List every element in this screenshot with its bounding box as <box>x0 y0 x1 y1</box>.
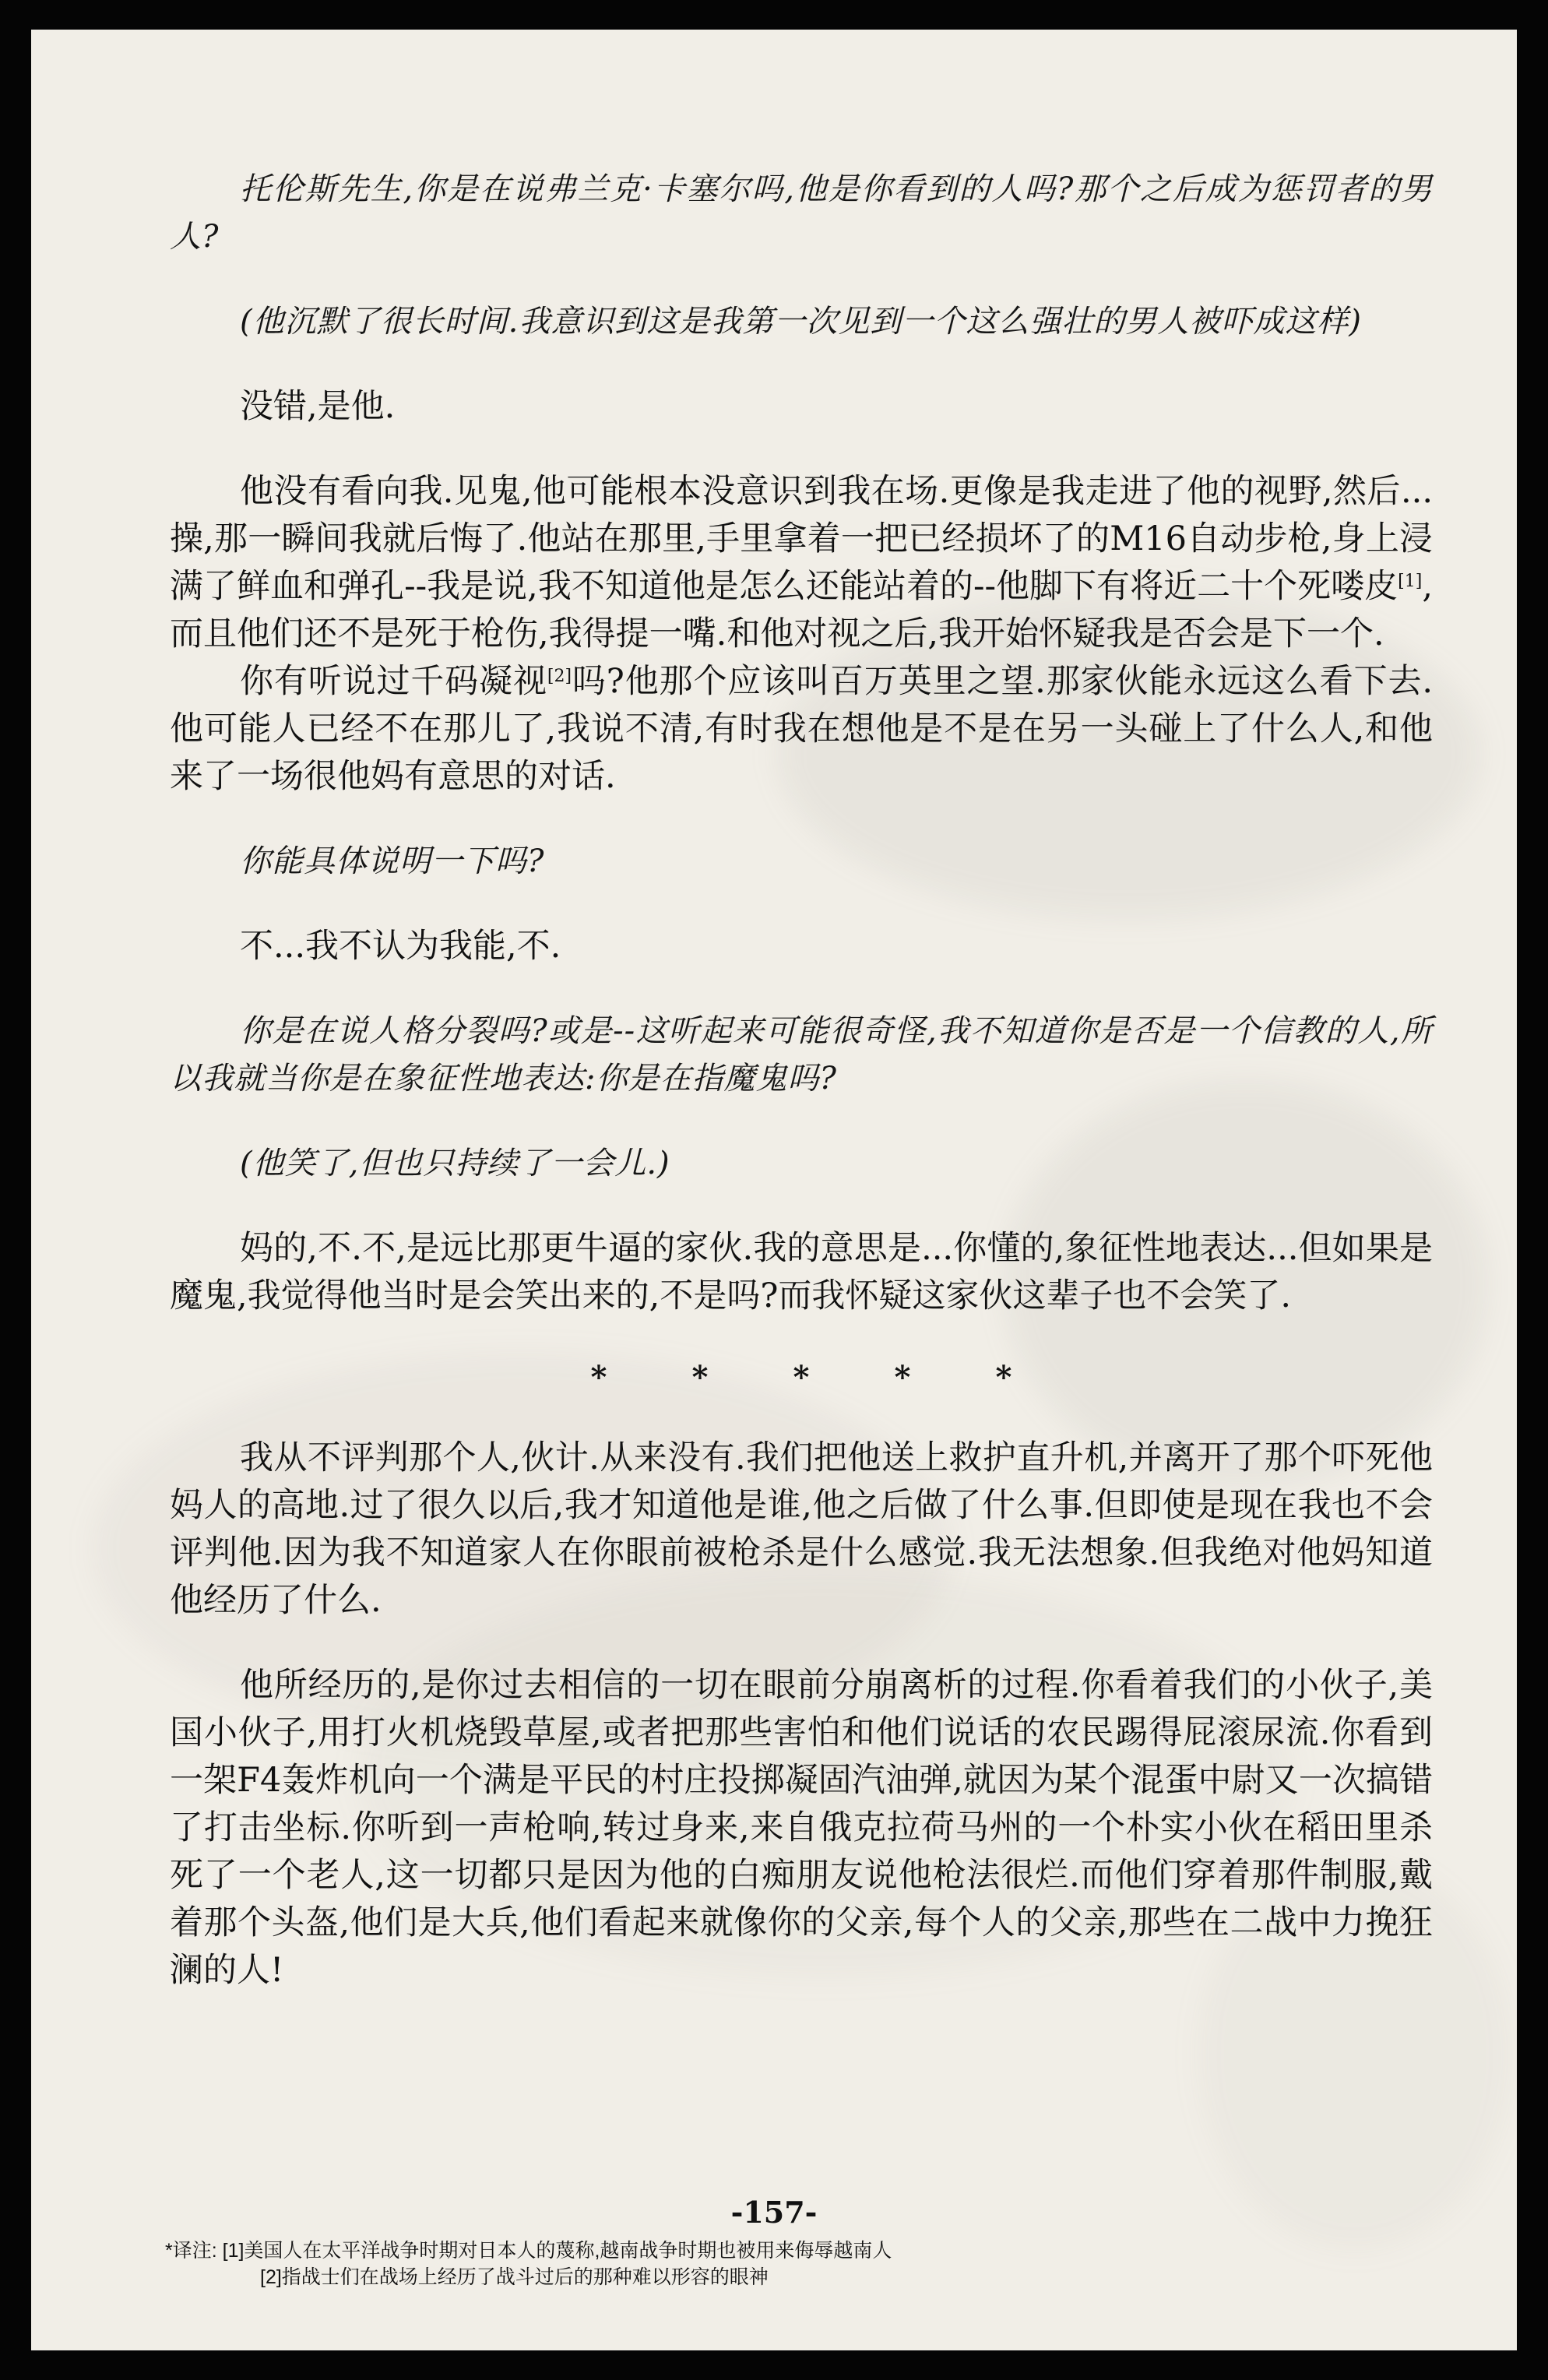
answer-text: 你有听说过千码凝视 <box>240 662 547 701</box>
interview-answer: 没错,是他. <box>240 387 396 426</box>
footnote-ref: [1] <box>1398 572 1423 591</box>
interview-answer <box>170 468 1433 658</box>
interview-answer <box>170 658 1433 801</box>
footnote-1 <box>165 2237 1333 2264</box>
page-number: -157- <box>730 2195 818 2230</box>
interview-question: 你能具体说明一下吗? <box>240 843 545 879</box>
footnote-text: [2]指战士们在战场上经历了战斗过后的那种难以形容的眼神 <box>260 2266 769 2288</box>
separator-star: * <box>894 1359 911 1396</box>
answer-text: 吗?他那个应该叫百万英里之望.那家伙能永远这么看下去.他可能人已经不在那儿了,我说不清,有时我在想他是不是在另一头碰上了什么人,和他来了一场很他妈有意思的对话. <box>170 662 1433 796</box>
book-page <box>31 30 1517 2350</box>
footnote-text: [1]美国人在太平洋战争时期对日本人的蔑称,越南战争时期也被用来侮辱越南人 <box>222 2240 892 2262</box>
footnotes <box>165 2237 1333 2290</box>
separator-star: * <box>995 1359 1012 1396</box>
footnote-2 <box>165 2264 1333 2290</box>
interview-question: 托伦斯先生,你是在说弗兰克·卡塞尔吗,他是你看到的人吗?那个之后成为惩罚者的男人? <box>170 171 1433 255</box>
footnote-ref: [2] <box>547 667 572 686</box>
interview-answer: 不...我不认为我能,不. <box>240 927 561 966</box>
section-separator <box>170 1359 1433 1396</box>
separator-star: * <box>691 1359 709 1396</box>
separator-star: * <box>793 1359 810 1396</box>
narrative-paragraph: 他所经历的,是你过去相信的一切在眼前分崩离析的过程.你看着我们的小伙子,美国小伙子,用打火机烧毁草屋,或者把那些害怕和他们说话的农民踢得屁滚尿流.你看到一架F4轰炸机向一个满是平民的村庄投掷凝固汽油弹,就因为某个混蛋中尉又一次搞错了打击坐标.你听到一声枪响,转过身来,来自俄克拉荷马州的一个朴实小伙在稻田里杀死了一个老人,这一切都只是因为他的白痴朋友说他枪法很烂.而他们穿着那件制服,戴着那个头盔,他们是大兵,他们看起来就像你的父亲,每个人的父亲,那些在二战中力挽狂澜的人! <box>170 1666 1433 1990</box>
page-body <box>170 166 1433 1994</box>
narrative-paragraph: 我从不评判那个人,伙计.从来没有.我们把他送上救护直升机,并离开了那个吓死他妈人的高地.过了很久以后,我才知道他是谁,他之后做了什么事.但即使是现在我也不会评判他.因为我不知道家人在你眼前被枪杀是什么感觉.我无法想象.但我绝对他妈知道他经历了什么. <box>170 1438 1433 1620</box>
answer-text: 他没有看向我.见鬼,他可能根本没意识到我在场.更像是我走进了他的视野,然后...操,那一瞬间我就后悔了.他站在那里,手里拿着一把已经损坏了的M16自动步枪,身上浸满了鲜血和弹孔--我是说,我不知道他是怎么还能站着的--他脚下有将近二十个死喽皮 <box>170 472 1433 606</box>
footnote-label: *译注: <box>165 2240 217 2262</box>
interview-question: 你是在说人格分裂吗?或是--这听起来可能很奇怪,我不知道你是否是一个信教的人,所以我就当你是在象征性地表达:你是在指魔鬼吗? <box>170 1013 1433 1097</box>
answer-text: ,而且他们还不是死于枪伤,我得提一嘴.和他对视之后,我开始怀疑我是否会是下一个. <box>170 567 1433 653</box>
interview-note: (他沉默了很长时间.我意识到这是我第一次见到一个这么强壮的男人被吓成这样) <box>240 304 1362 340</box>
separator-star: * <box>590 1359 607 1396</box>
interview-note: (他笑了,但也只持续了一会儿.) <box>240 1146 670 1181</box>
interview-answer: 妈的,不.不,是远比那更牛逼的家伙.我的意思是...你懂的,象征性地表达...但如果是魔鬼,我觉得他当时是会笑出来的,不是吗?而我怀疑这家伙这辈子也不会笑了. <box>170 1229 1433 1315</box>
